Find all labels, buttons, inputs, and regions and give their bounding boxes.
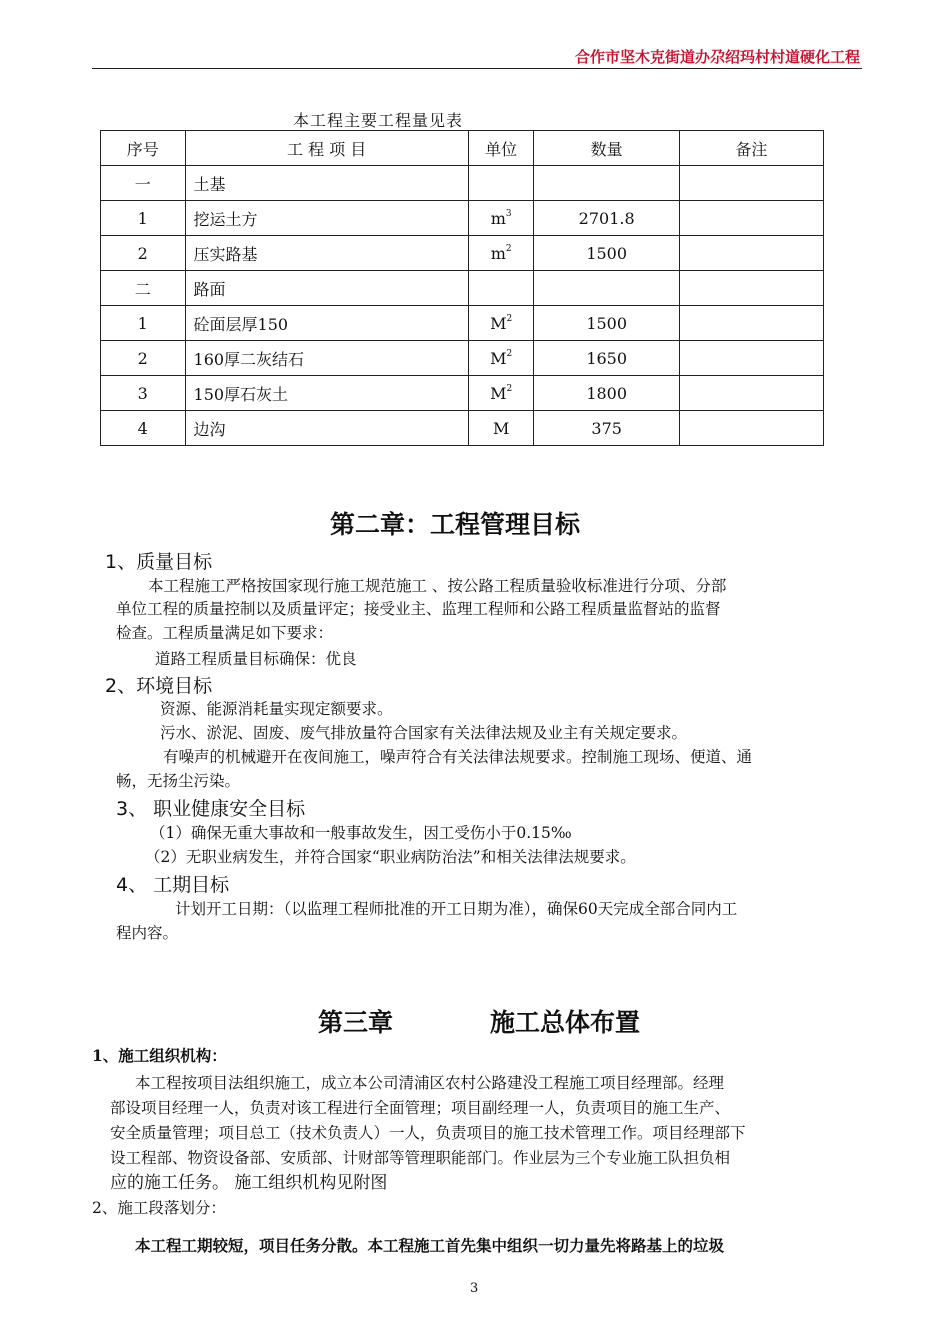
- row-note: [679, 236, 823, 271]
- paragraph-line: 资源、能源消耗量实现定额要求。: [160, 700, 393, 718]
- table-caption: 本工程主要工程量见表: [293, 111, 464, 130]
- table-row: [101, 306, 824, 341]
- row-number: 1: [101, 201, 186, 236]
- paragraph-line: 畅，无扬尘污染。: [116, 772, 241, 790]
- column-header: 序号: [101, 131, 186, 166]
- paragraph-line: 有噪声的机械避开在夜间施工，噪声符合有关法律法规要求。控制施工现场、便道、通: [163, 748, 753, 766]
- row-note: [679, 201, 823, 236]
- row-unit: $m^2$: [468, 236, 534, 271]
- row-note: [679, 411, 823, 446]
- row-unit: M: [468, 411, 534, 446]
- paragraph-line: 本工程施工严格按国家现行施工规范施工 、按公路工程质量验收标准进行分项、分部: [148, 577, 727, 595]
- page-number: 3: [470, 1281, 479, 1296]
- row-item: 土基: [185, 166, 468, 201]
- paragraph-line: 计划开工日期：（以监理工程师批准的开工日期为准），确保60天完成全部合同内工: [175, 900, 738, 918]
- column-header: 数量: [534, 131, 679, 166]
- row-unit: $M^2$: [468, 341, 534, 376]
- row-item: 160厚二灰结石: [185, 341, 468, 376]
- row-number: 2: [101, 341, 186, 376]
- row-unit: $M^2$: [468, 306, 534, 341]
- row-number: 4: [101, 411, 186, 446]
- chapter-3-title: 施工总体布置: [490, 1008, 641, 1037]
- header-rule: [92, 68, 862, 69]
- row-note: [679, 306, 823, 341]
- row-item: 边沟: [185, 411, 468, 446]
- row-item: 路面: [185, 271, 468, 306]
- chapter-3-number: 第三章: [318, 1008, 394, 1037]
- row-quantity: [534, 166, 679, 201]
- row-quantity: 2701.8: [534, 201, 679, 236]
- row-number: 1: [101, 306, 186, 341]
- row-quantity: 1800: [534, 376, 679, 411]
- row-note: [679, 341, 823, 376]
- paragraph-line: 本工程工期较短，项目任务分散。本工程施工首先集中组织一切力量先将路基上的垃圾: [135, 1236, 725, 1255]
- row-quantity: 1500: [534, 306, 679, 341]
- table-row: [101, 411, 824, 446]
- paragraph-line: （2）无职业病发生，并符合国家“职业病防治法”和相关法律法规要求。: [145, 848, 636, 866]
- chapter-2-title: 第二章：工程管理目标: [330, 510, 581, 539]
- row-number: 2: [101, 236, 186, 271]
- row-item: 挖运土方: [185, 201, 468, 236]
- row-quantity: 375: [534, 411, 679, 446]
- paragraph-line: 检查。工程质量满足如下要求：: [116, 624, 334, 642]
- column-header: 单位: [468, 131, 534, 166]
- row-unit: $m^3$: [468, 201, 534, 236]
- paragraph-line: 道路工程质量目标确保：优良: [155, 650, 357, 668]
- row-unit: [468, 166, 534, 201]
- table-header-row: [101, 131, 824, 166]
- paragraph-line: 单位工程的质量控制以及质量评定；接受业主、监理工程师和公路工程质量监督站的监督: [116, 600, 721, 618]
- paragraph-line: 本工程按项目法组织施工，成立本公司清浦区农村公路建没工程施工项目经理部。经理: [135, 1074, 725, 1092]
- paragraph-line: 安全质量管理；项目总工（技术负责人）一人，负责项目的施工技术管理工作。项目经理部下: [110, 1124, 746, 1142]
- paragraph-line: 部设项目经理一人，负责对该工程进行全面管理；项目副经理一人，负责项目的施工生产、: [110, 1099, 731, 1117]
- column-header: 工 程 项 目: [185, 131, 468, 166]
- document-header-title: 合作市坚木克街道办尕绍玛村村道硬化工程: [574, 48, 860, 66]
- row-number: 二: [101, 271, 186, 306]
- row-unit: [468, 271, 534, 306]
- row-note: [679, 271, 823, 306]
- row-number: 一: [101, 166, 186, 201]
- row-item: 砼面层厚150: [185, 306, 468, 341]
- row-item: 150厚石灰土: [185, 376, 468, 411]
- row-item: 压实路基: [185, 236, 468, 271]
- row-quantity: 1650: [534, 341, 679, 376]
- row-quantity: 1500: [534, 236, 679, 271]
- row-unit: $M^2$: [468, 376, 534, 411]
- row-quantity: [534, 271, 679, 306]
- quantity-table: [100, 130, 824, 446]
- table-row: [101, 166, 824, 201]
- column-header: 备注: [679, 131, 823, 166]
- section-schedule-goal-title: 4、 工期目标: [116, 874, 230, 896]
- paragraph-line: 程内容。: [116, 924, 179, 942]
- table-row: [101, 236, 824, 271]
- paragraph-line: （1）确保无重大事故和一般事故发生，因工受伤小于0.15‰: [150, 824, 572, 842]
- paragraph-line: 污水、淤泥、固废、废气排放量符合国家有关法律法规及业主有关规定要求。: [160, 724, 688, 742]
- section-environment-goal-title: 2、环境目标: [105, 675, 213, 697]
- table-row: [101, 376, 824, 411]
- row-number: 3: [101, 376, 186, 411]
- paragraph-line: 设工程部、物资设备部、安质部、计财部等管理职能部门。作业层为三个专业施工队担负相: [110, 1149, 731, 1167]
- section-health-safety-goal-title: 3、 职业健康安全目标: [116, 798, 306, 820]
- table-row: [101, 271, 824, 306]
- paragraph-line: 应的施工任务。 施工组织机构见附图: [110, 1173, 388, 1193]
- row-note: [679, 166, 823, 201]
- section-segment-division-title: 2、施工段落划分：: [92, 1199, 226, 1217]
- row-note: [679, 376, 823, 411]
- section-organization-title: 1、施工组织机构：: [92, 1046, 227, 1065]
- section-quality-goal-title: 1、质量目标: [105, 551, 213, 573]
- table-row: [101, 201, 824, 236]
- table-row: [101, 341, 824, 376]
